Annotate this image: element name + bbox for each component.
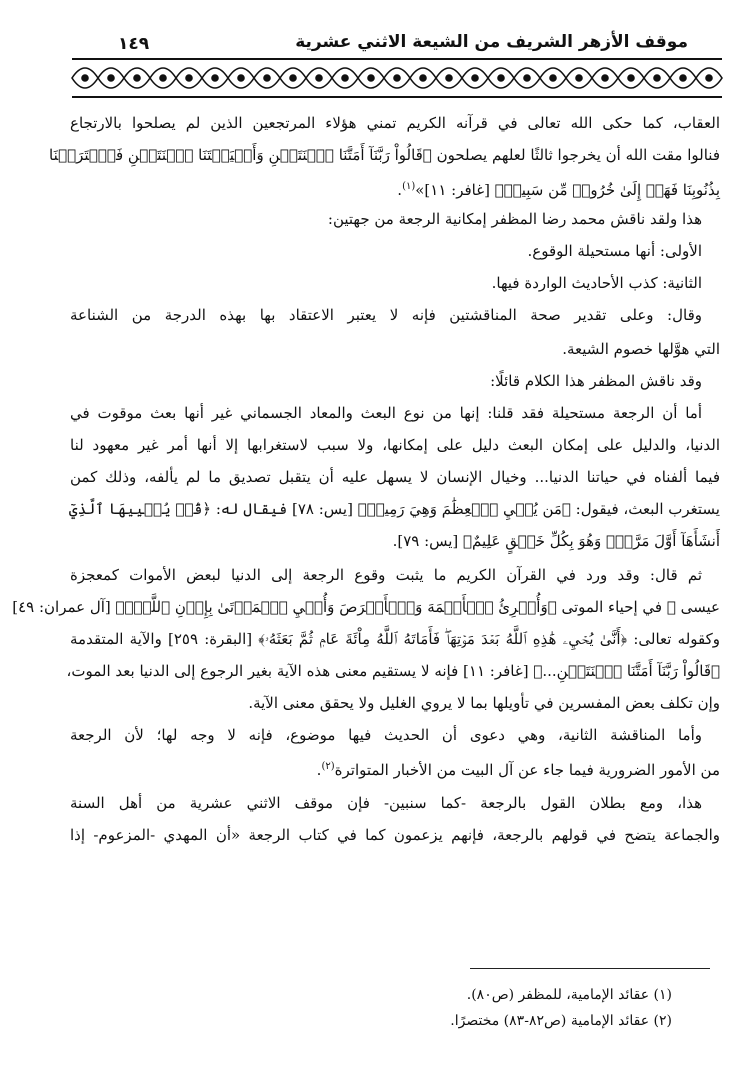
footnote-separator <box>470 968 710 969</box>
text-line: العقاب، كما حكى الله تعالى في قرآنه الكريم تمني هؤلاء المرتجعين الذين لم يصلحوا بالارتجاع <box>70 114 720 132</box>
ornament-dot <box>706 75 712 81</box>
text-line: فنالوا مقت الله أن يخرجوا ثالثًا لعلهم يصلحون ﴿قَالُواْ رَبَّنَآ أَمَتَّنَا ٱثۡنَتَيۡنِ وَأَحۡيَيۡتَنَا ٱثۡنَتَيۡنِ فَٱعۡتَرَفۡنَا <box>49 146 720 164</box>
text-line: وأما المناقشة الثانية، وهي دعوى أن الحديث فيها موضوع، فإنه لا وجه لها؛ لأن الرجعة <box>70 726 702 744</box>
text-line: هذا، ومع بطلان القول بالرجعة -كما سنبين- فإن موقف الاثني عشرية من أهل السنة <box>70 794 702 812</box>
ornament-dot <box>134 75 140 81</box>
ornament-dot <box>212 75 218 81</box>
page-number: ١٤٩ <box>118 34 150 54</box>
ornament-dot <box>368 75 374 81</box>
text-line: هذا ولقد ناقش محمد رضا المظفر إمكانية الرجعة من جهتين: <box>327 210 702 228</box>
text-line: يستغرب البعث، فيقول: ﴿مَن يُحۡيِ ٱلۡعِظَٰمَ وَهِيَ رَمِيمٞ﴾ [يس: ٧٨] فيقال له: ﴿قُلۡ يُحۡيِيهَا ٱلَّذِيٓ <box>68 500 720 518</box>
ornament-dot <box>264 75 270 81</box>
text-line: فيما ألفناه في حياتنا الدنيا... وخيال الإنسان لا يسهل عليه أن يتقبل تصديق ما لم يألفه، وذلك كمن <box>70 468 720 486</box>
text-line: ثم قال: وقد ورد في القرآن الكريم ما يثبت وقوع الرجعة إلى الدنيا لبعض الأموات كمعجزة <box>70 566 702 584</box>
text-line: بِذُنُوبِنَا فَهَلۡ إِلَىٰ خُرُوجٖ مِّن سَبِيلٖ﴾ [غافر: ١١]»$^{(١)}$. <box>397 181 720 199</box>
ornament-dot <box>238 75 244 81</box>
footnote-item: (١) عقائد الإمامية، للمظفر (ص٨٠). <box>466 987 672 1003</box>
ornament-dot <box>524 75 530 81</box>
ornament-dot <box>576 75 582 81</box>
text-line: وقال: وعلى تقدير صحة المناقشتين فإنه لا يعتبر الاعتقاد بها بهذه الدرجة من الشناعة <box>70 306 702 324</box>
text-line: عيسى ﷺ في إحياء الموتى ﴿وَأُبۡرِئُ ٱلۡأَكۡمَهَ وَٱلۡأَبۡرَصَ وَأُحۡيِ ٱلۡمَوۡتَىٰ بِإِذۡنِ ٱللَّهِۖ﴾ [آل عمران: ٤٩] <box>12 598 720 616</box>
text-line: الدنيا، والدليل على إمكان البعث دليل على إمكانها، ولا سبب لاستغرابها إلا أنها أمر غير معهود لنا <box>70 436 720 454</box>
ornament-dot <box>654 75 660 81</box>
footnote-item: (٢) عقائد الإمامية (ص٨٢-٨٣) مختصرًا. <box>450 1013 672 1029</box>
text-line: الثانية: كذب الأحاديث الواردة فيها. <box>491 274 702 292</box>
ornament-dot <box>680 75 686 81</box>
ornament-dot <box>498 75 504 81</box>
text-line: والجماعة يتضح في قولهم بالرجعة، فإنهم يزعمون كما في كتاب الرجعة «أن المهدي -المزعوم- إذا <box>70 826 720 844</box>
ornament-dot <box>160 75 166 81</box>
header-ornament-border <box>72 56 722 100</box>
text-span: من الأمور الضرورية فيما جاء عن آل البيت من الأخبار المتواترة <box>334 761 720 779</box>
ornament-dot <box>472 75 478 81</box>
ornament-dot <box>446 75 452 81</box>
ornament-dot <box>420 75 426 81</box>
text-line: وقد ناقش المظفر هذا الكلام قائلًا: <box>490 372 702 390</box>
footnote-marker: (٢) <box>321 761 335 772</box>
text-line: أما أن الرجعة مستحيلة فقد قلنا: إنها من نوع البعث والمعاد الجسماني غير أنها بعث موقوت في <box>70 404 702 422</box>
text-line: من الأمور الضرورية فيما جاء عن آل البيت من الأخبار المتواترة$^{(٢)}$. <box>316 761 720 779</box>
ornament-dot <box>108 75 114 81</box>
ornament-dot <box>628 75 634 81</box>
ornament-dot <box>82 75 88 81</box>
ornament-dot <box>550 75 556 81</box>
text-line: وإن تكلف بعض المفسرين في تأويلها بما لا يروي الغليل ولا يحقق معنى الآية. <box>248 694 720 712</box>
text-line: الأولى: أنها مستحيلة الوقوع. <box>527 242 702 260</box>
ornament-dot <box>602 75 608 81</box>
text-line: وكقوله تعالى: ﴿أَنَّىٰ يُحۡيِۦ هَٰذِهِ ٱللَّهُ بَعۡدَ مَوۡتِهَاۖ فَأَمَاتَهُ ٱللَّهُ مِاْئَةَ عَامٖ ثُمَّ بَعَثَهُۥ﴾ [البقرة: ٢٥٩] والآية المتقدمة <box>70 630 720 648</box>
ornament-dot <box>186 75 192 81</box>
running-title: موقف الأزهر الشريف من الشيعة الاثني عشرية <box>295 32 688 52</box>
ornament-dot <box>342 75 348 81</box>
text-line: ﴿قَالُواْ رَبَّنَآ أَمَتَّنَا ٱثۡنَتَيۡنِ...﴾ [غافر: ١١] فإنه لا يستقيم معنى هذه الآية بغير الرجوع إلى الدنيا بعد الموت، <box>66 662 720 680</box>
text-span: بِذُنُوبِنَا فَهَلۡ إِلَىٰ خُرُوجٖ مِّن سَبِيلٖ﴾ [غافر: ١١]» <box>415 181 720 199</box>
footnote-marker: (١) <box>402 181 416 192</box>
text-line: أَنشَأَهَآ أَوَّلَ مَرَّةٖۖ وَهُوَ بِكُلِّ خَلۡقٍ عَلِيمٌ﴾ [يس: ٧٩]. <box>392 532 720 550</box>
ornament-dot <box>316 75 322 81</box>
ornament-dot <box>290 75 296 81</box>
ornament-dot <box>394 75 400 81</box>
footnotes <box>272 982 672 1034</box>
text-line: التي هوَّلها خصوم الشيعة. <box>562 340 720 358</box>
